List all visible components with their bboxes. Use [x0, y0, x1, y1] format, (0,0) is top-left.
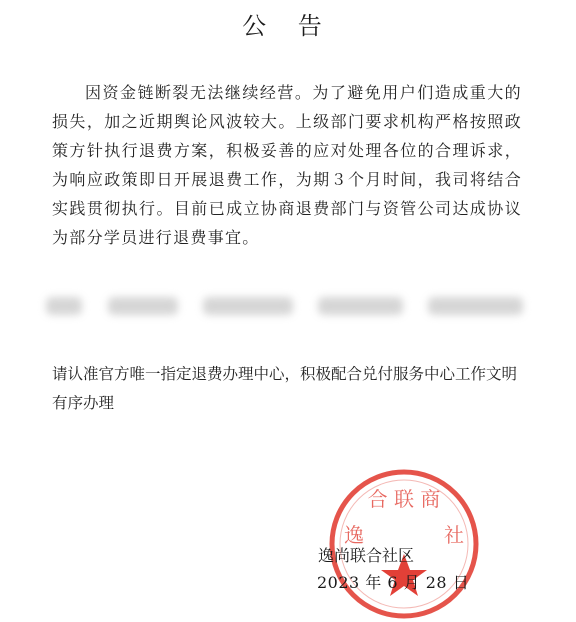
redaction-blur: [203, 297, 293, 315]
issue-date: 2023 年 6 月 28 日: [317, 573, 470, 592]
notice-instruction: 请认准官方唯一指定退费办理中心，积极配合兑付服务中心工作文明有序办理: [52, 365, 518, 412]
issuer-name: 逸尚联合社区: [318, 546, 415, 565]
redacted-text-row: [38, 293, 528, 319]
svg-text:合 联 商: 合 联 商: [367, 487, 441, 511]
svg-text:逸: 逸: [344, 523, 364, 547]
notice-body: 因资金链断裂无法继续经营。为了避免用户们造成重大的损失，加之近期舆论风波较大。上级部门要求机构严格按照政策方针执行退费方案，积极妥善的应对处理各位的合理诉求，为响应政策即日开展退费工作，为期３个月时间，我司将结合实践贯彻执行。目前已成立协商退费部门与资管公司达成协议为部分学员进行退费事宜。: [52, 83, 522, 247]
redaction-blur: [318, 297, 403, 315]
redaction-blur: [428, 297, 523, 315]
redaction-blur: [46, 297, 82, 315]
svg-text:社: 社: [444, 523, 464, 547]
notice-title: 公 告: [242, 12, 334, 40]
redaction-blur: [108, 297, 178, 315]
